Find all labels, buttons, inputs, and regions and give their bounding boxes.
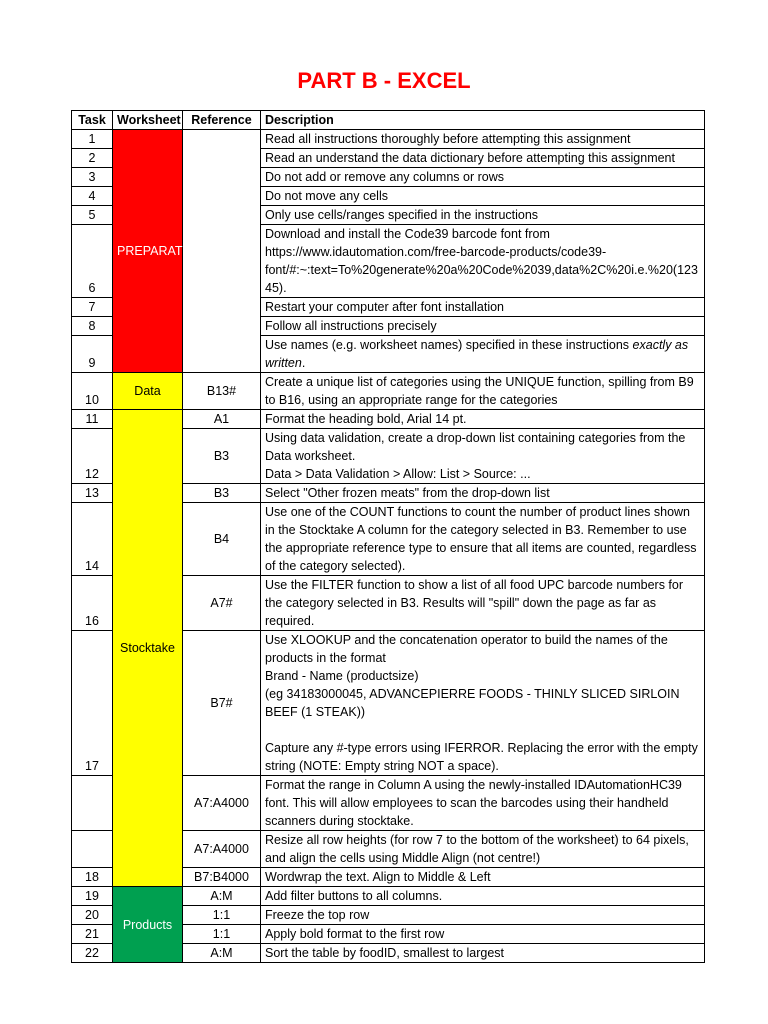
reference-cell: A7:A4000 — [183, 776, 261, 831]
description-cell: Format the range in Column A using the newly-installed IDAutomationHC39 font. This will allow employees to scan the barcodes using their handheld scanners during stocktake. — [261, 776, 705, 831]
task-number: 22 — [72, 944, 113, 963]
description-cell: Restart your computer after font installation — [261, 298, 705, 317]
header-row — [72, 111, 705, 130]
task-number: 18 — [72, 868, 113, 887]
task-number: 20 — [72, 906, 113, 925]
reference-cell: 1:1 — [183, 906, 261, 925]
reference-cell: A1 — [183, 410, 261, 429]
description-cell — [261, 336, 705, 373]
task-number: 13 — [72, 484, 113, 503]
reference-cell: B3 — [183, 484, 261, 503]
page-title: PART B - EXCEL — [297, 68, 471, 93]
description-cell: Resize all row heights (for row 7 to the bottom of the worksheet) to 64 pixels, and align the cells using Middle Align (not centre!) — [261, 831, 705, 868]
description-cell: Wordwrap the text. Align to Middle & Left — [261, 868, 705, 887]
description-cell: Sort the table by foodID, smallest to largest — [261, 944, 705, 963]
table-row — [72, 887, 705, 906]
reference-cell: B7# — [183, 631, 261, 776]
task-number: 7 — [72, 298, 113, 317]
worksheet-preparation: PREPARATION — [113, 130, 183, 373]
reference-cell: A7# — [183, 576, 261, 631]
description-cell: Use the FILTER function to show a list of all food UPC barcode numbers for the category selected in B3. Results will "spill" down the page as far as required. — [261, 576, 705, 631]
worksheet-stocktake: Stocktake — [113, 410, 183, 887]
description-cell: Follow all instructions precisely — [261, 317, 705, 336]
description-cell: Select "Other frozen meats" from the drop-down list — [261, 484, 705, 503]
description-line: Brand - Name (productsize) — [265, 669, 419, 683]
description-italic: exactly as written — [265, 338, 689, 370]
description-cell: Read all instructions thoroughly before attempting this assignment — [261, 130, 705, 149]
description-cell: Create a unique list of categories using the UNIQUE function, spilling from B9 to B16, using an appropriate range for the categories — [261, 373, 705, 410]
header-description: Description — [261, 111, 705, 130]
table-row — [72, 373, 705, 410]
task-number: 6 — [72, 225, 113, 298]
description-spacer — [265, 721, 700, 739]
reference-cell: B13# — [183, 373, 261, 410]
task-number: 1 — [72, 130, 113, 149]
task-number: 14 — [72, 503, 113, 576]
reference-cell: A7:A4000 — [183, 831, 261, 868]
task-number: 10 — [72, 373, 113, 410]
description-cell: Apply bold format to the first row — [261, 925, 705, 944]
description-cell: Do not move any cells — [261, 187, 705, 206]
description-line: Using data validation, create a drop-down list containing categories from the Data worksheet. — [265, 431, 686, 463]
header-worksheet: Worksheet — [113, 111, 183, 130]
description-text: Use names (e.g. worksheet names) specified in these instructions — [265, 338, 630, 352]
task-number: 16 — [72, 576, 113, 631]
task-number: 5 — [72, 206, 113, 225]
description-cell: Add filter buttons to all columns. — [261, 887, 705, 906]
description-cell: Download and install the Code39 barcode font from https://www.idautomation.com/free-barcode-products/code39-font/#:~:text=To%20generate%20a%20Code%2039,data%2C%20i.e.%20(12345). — [261, 225, 705, 298]
task-number: 19 — [72, 887, 113, 906]
task-number: 11 — [72, 410, 113, 429]
task-number — [72, 776, 113, 831]
description-cell: Freeze the top row — [261, 906, 705, 925]
task-number: 9 — [72, 336, 113, 373]
reference-cell: A:M — [183, 887, 261, 906]
task-number: 17 — [72, 631, 113, 776]
description-line: Capture any #-type errors using IFERROR. Replacing the error with the empty string (NOTE: Empty string NOT a space). — [265, 741, 698, 773]
task-number: 21 — [72, 925, 113, 944]
task-number: 4 — [72, 187, 113, 206]
reference-cell: B3 — [183, 429, 261, 484]
description-line: Use XLOOKUP and the concatenation operator to build the names of the products in the format — [265, 633, 668, 665]
description-cell: Read an understand the data dictionary before attempting this assignment — [261, 149, 705, 168]
task-number: 2 — [72, 149, 113, 168]
worksheet-data: Data — [113, 373, 183, 410]
task-number — [72, 831, 113, 868]
reference-cell: B7:B4000 — [183, 868, 261, 887]
header-reference: Reference — [183, 111, 261, 130]
description-cell: Format the heading bold, Arial 14 pt. — [261, 410, 705, 429]
table-row — [72, 410, 705, 429]
description-cell — [261, 631, 705, 776]
description-cell — [261, 429, 705, 484]
description-line: (eg 34183000045, ADVANCEPIERRE FOODS - THINLY SLICED SIRLOIN BEEF (1 STEAK)) — [265, 687, 680, 719]
worksheet-products: Products — [113, 887, 183, 963]
description-cell: Use one of the COUNT functions to count the number of product lines shown in the Stocktake A column for the category selected in B3. Remember to use the appropriate reference type to ensure that all items are counted, regardless of the category selected). — [261, 503, 705, 576]
instructions-table — [71, 110, 705, 963]
reference-cell: 1:1 — [183, 925, 261, 944]
task-number: 8 — [72, 317, 113, 336]
reference-cell: A:M — [183, 944, 261, 963]
description-end: . — [301, 356, 306, 370]
task-number: 3 — [72, 168, 113, 187]
table-row — [72, 130, 705, 149]
header-task: Task — [72, 111, 113, 130]
description-cell: Do not add or remove any columns or rows — [261, 168, 705, 187]
task-number: 12 — [72, 429, 113, 484]
description-cell: Only use cells/ranges specified in the instructions — [261, 206, 705, 225]
reference-cell: B4 — [183, 503, 261, 576]
description-line: Data > Data Validation > Allow: List > Source: ... — [265, 467, 531, 481]
